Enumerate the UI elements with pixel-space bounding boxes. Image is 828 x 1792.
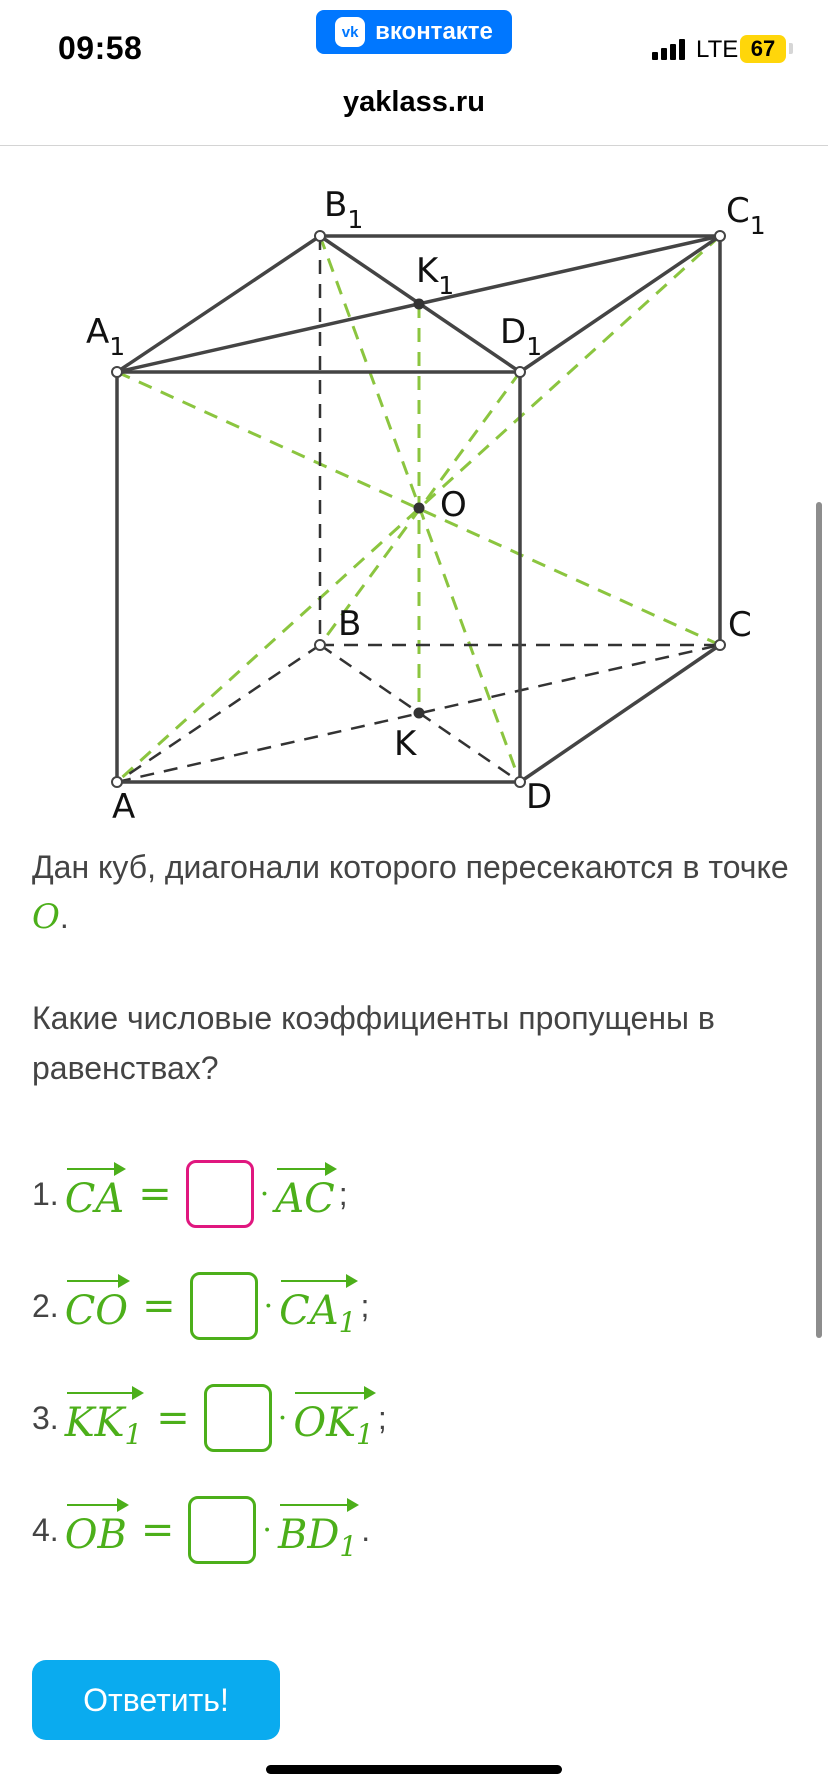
vector-rhs: $OK_1$ bbox=[293, 1386, 374, 1451]
equals-sign: = bbox=[140, 1507, 175, 1553]
label-o: O bbox=[440, 485, 467, 525]
cube-figure bbox=[0, 150, 828, 830]
label-d1: $D_1$ bbox=[500, 312, 543, 361]
equation-number: 3. bbox=[32, 1399, 59, 1436]
vector-arrow-icon bbox=[295, 1392, 374, 1394]
vector-arrow-icon bbox=[67, 1280, 128, 1282]
equation-3 bbox=[32, 1376, 387, 1460]
label-a: A bbox=[112, 787, 136, 827]
equation-2 bbox=[32, 1264, 369, 1348]
label-d: D bbox=[526, 777, 553, 817]
coefficient-input-3[interactable] bbox=[204, 1384, 272, 1452]
label-k1: $K_1$ bbox=[416, 251, 455, 300]
equation-1 bbox=[32, 1152, 348, 1236]
point-o: O bbox=[32, 897, 60, 937]
equation-number: 2. bbox=[32, 1287, 59, 1324]
equals-sign: = bbox=[142, 1283, 176, 1329]
equals-sign: = bbox=[138, 1171, 172, 1217]
task-text-1: Дан куб, диагонали которого пересекаются в точке bbox=[32, 849, 789, 885]
vector-lhs: CO bbox=[65, 1274, 128, 1339]
equals-sign: = bbox=[156, 1395, 190, 1441]
label-k: K bbox=[394, 724, 417, 764]
task-text-1-end: . bbox=[59, 899, 69, 935]
equation-end: ; bbox=[338, 1175, 348, 1212]
signal-icon bbox=[652, 38, 688, 60]
equation-end: . bbox=[361, 1511, 371, 1548]
label-b1: $B_1$ bbox=[324, 185, 364, 234]
dot-sign: · bbox=[262, 1512, 272, 1548]
vector-arrow-icon bbox=[67, 1392, 143, 1394]
vector-arrow-icon bbox=[67, 1504, 127, 1506]
dot-sign: · bbox=[277, 1400, 288, 1436]
network-type: LTE bbox=[696, 36, 739, 63]
scrollbar[interactable] bbox=[816, 502, 822, 1338]
label-a1: $A_1$ bbox=[86, 312, 126, 361]
equation-number: 4. bbox=[32, 1511, 59, 1548]
coefficient-input-4[interactable] bbox=[188, 1496, 256, 1564]
label-c1: $C_1$ bbox=[726, 191, 766, 240]
home-indicator[interactable] bbox=[266, 1765, 562, 1774]
dot-sign: · bbox=[259, 1176, 270, 1212]
label-c: C bbox=[728, 605, 752, 645]
battery-icon: 67 bbox=[740, 35, 786, 63]
vector-lhs: OB bbox=[65, 1498, 127, 1563]
task-question: Какие числовые коэффициенты пропущены в равенствах? bbox=[32, 1000, 715, 1086]
status-bar bbox=[0, 0, 828, 84]
vector-arrow-icon bbox=[280, 1504, 357, 1506]
equation-number: 1. bbox=[32, 1175, 59, 1212]
vector-arrow-icon bbox=[67, 1168, 125, 1170]
vector-lhs: CA bbox=[65, 1162, 125, 1227]
vector-arrow-icon bbox=[277, 1168, 335, 1170]
coefficient-input-1[interactable] bbox=[186, 1160, 254, 1228]
label-b: B bbox=[338, 604, 362, 644]
vector-rhs: $CA_1$ bbox=[279, 1274, 356, 1339]
equation-4 bbox=[32, 1488, 370, 1572]
vector-rhs: $BD_1$ bbox=[278, 1498, 357, 1563]
status-time: 09:58 bbox=[58, 30, 143, 66]
coefficient-input-2[interactable] bbox=[190, 1272, 258, 1340]
answer-button[interactable]: Ответить! bbox=[32, 1660, 280, 1740]
battery-tip bbox=[789, 43, 793, 54]
vector-rhs: AC bbox=[275, 1162, 335, 1227]
equation-end: ; bbox=[377, 1399, 387, 1436]
vk-pill-label: вконтакте bbox=[375, 18, 493, 45]
vk-logo-icon: vk bbox=[335, 17, 365, 47]
vector-lhs: $KK_1$ bbox=[65, 1386, 143, 1451]
vector-arrow-icon bbox=[281, 1280, 356, 1282]
vk-return-pill[interactable] bbox=[316, 10, 512, 54]
header-divider bbox=[0, 145, 828, 146]
dot-sign: · bbox=[263, 1288, 274, 1324]
address-bar[interactable]: yaklass.ru bbox=[343, 86, 485, 118]
task-statement bbox=[32, 842, 802, 942]
equation-end: ; bbox=[360, 1287, 370, 1324]
